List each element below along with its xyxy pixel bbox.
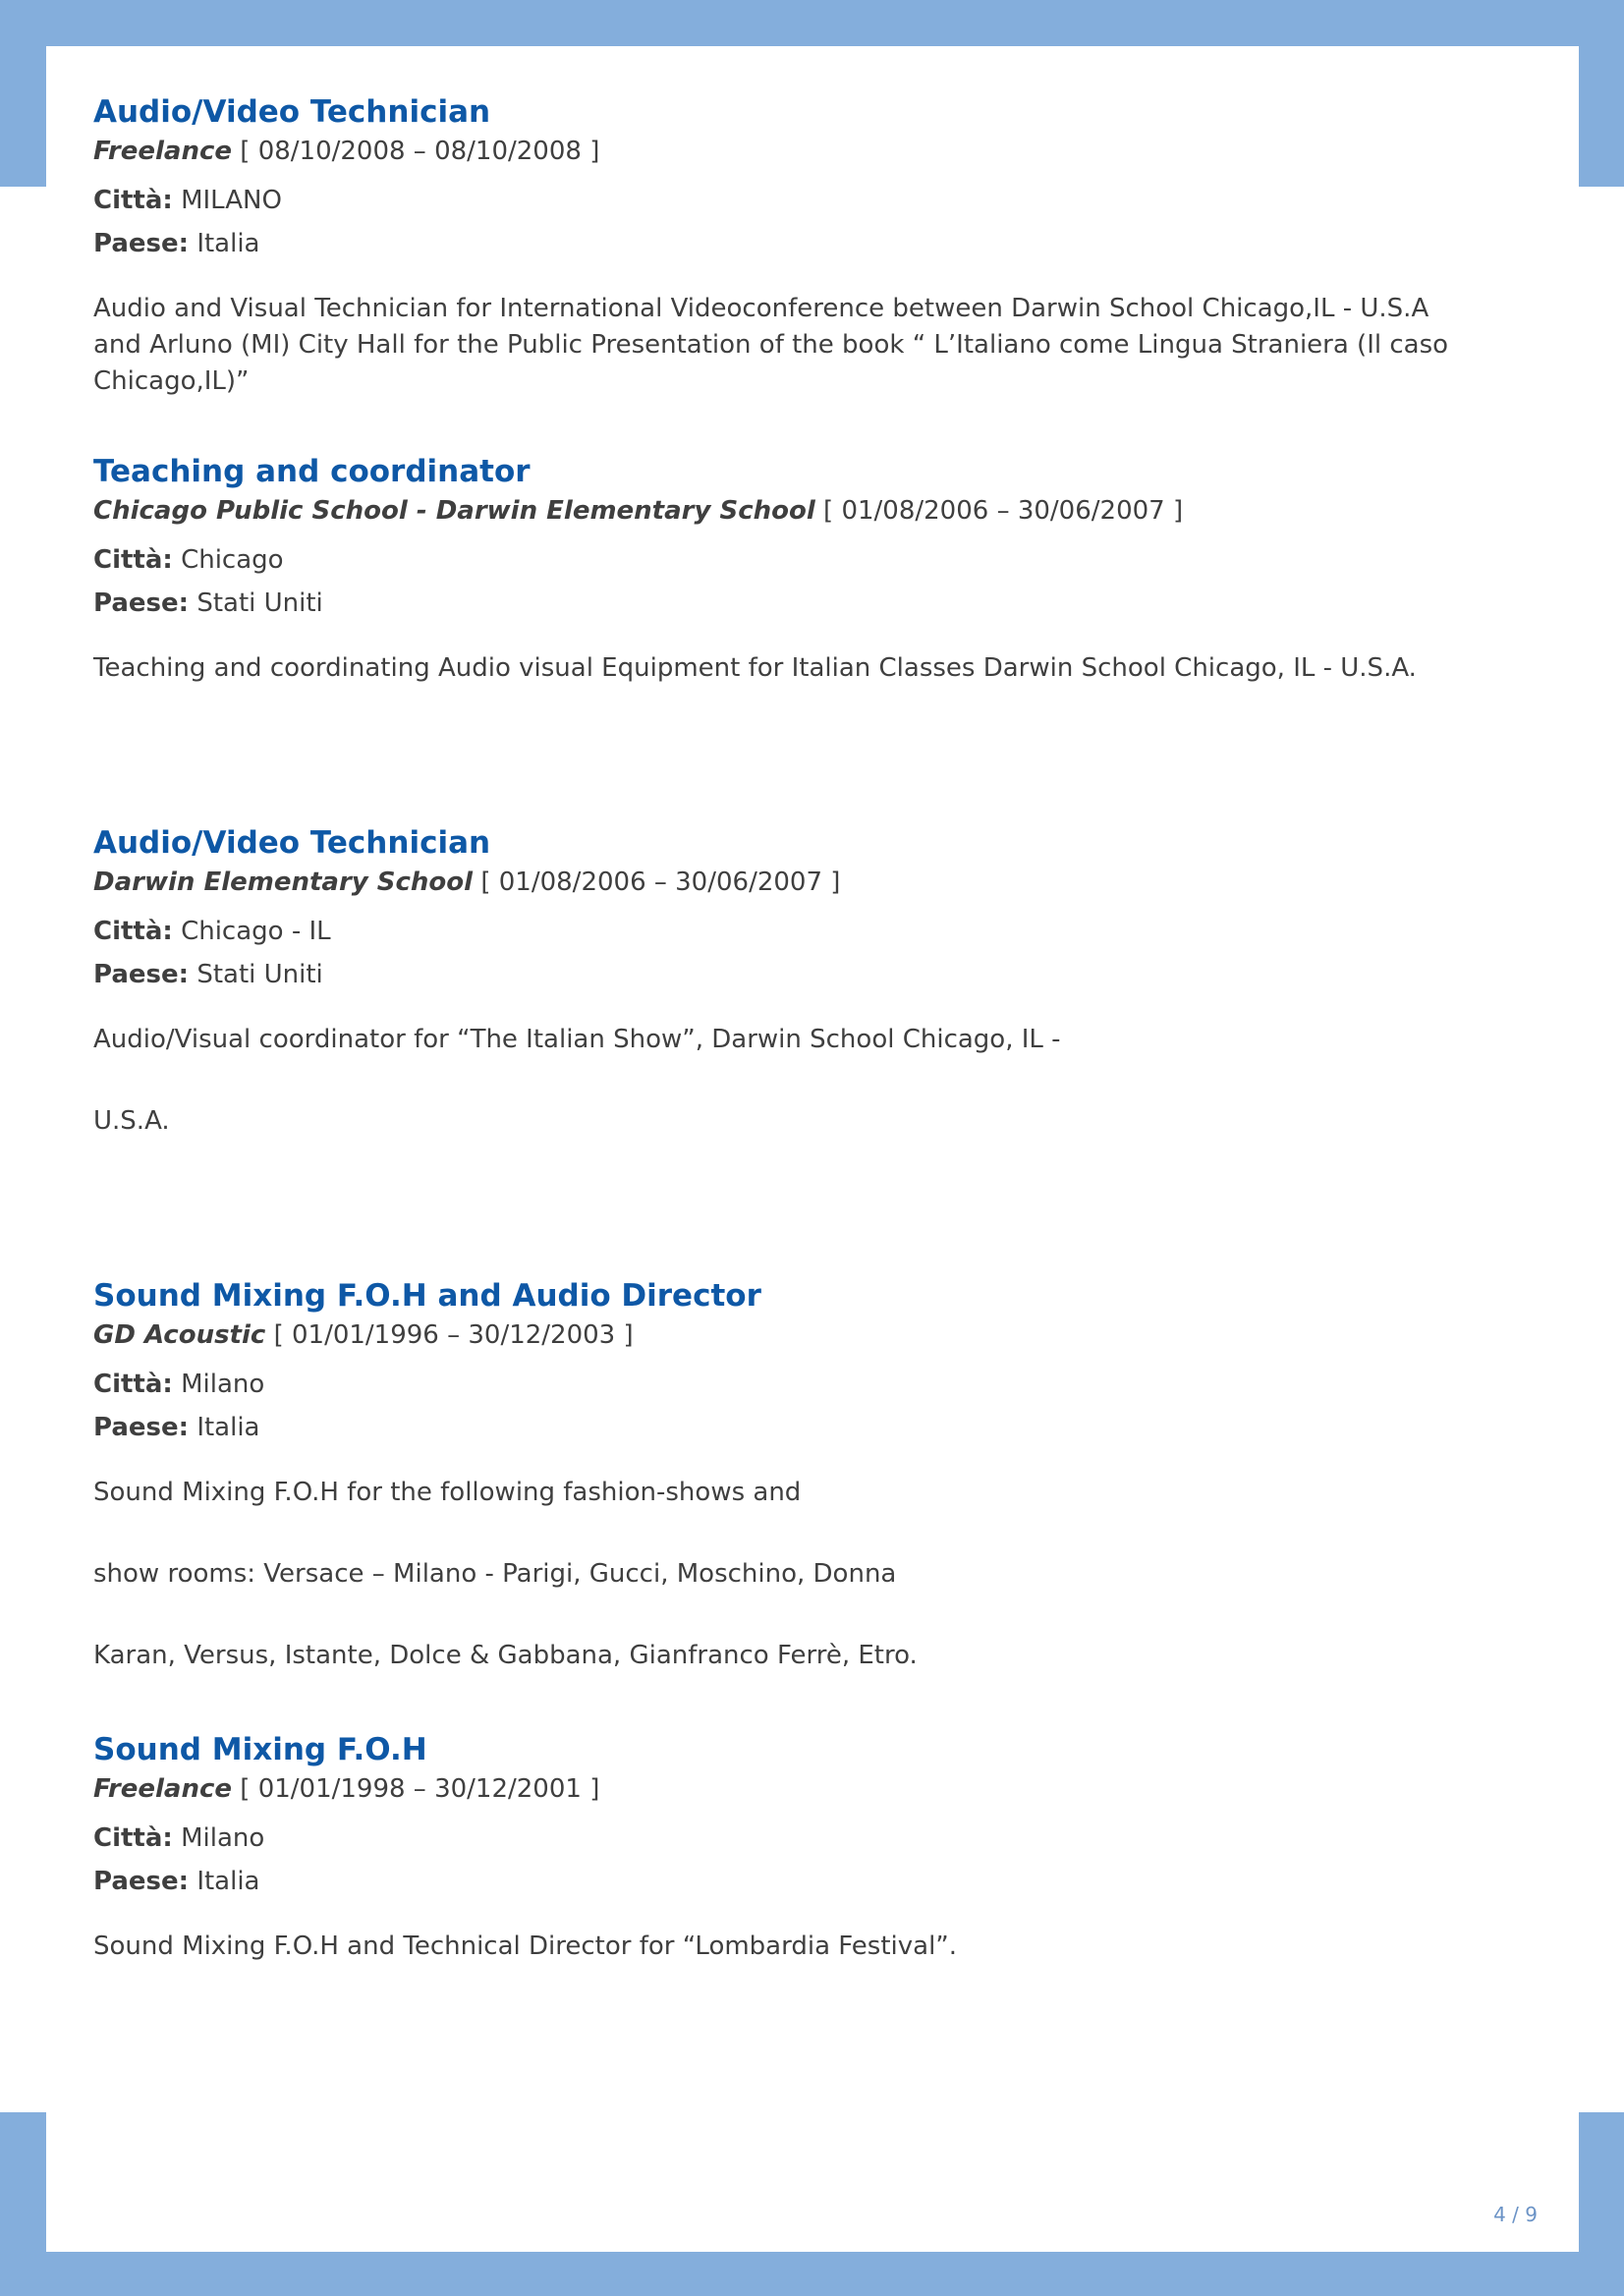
employer-line (93, 1771, 1538, 1807)
date-range: [ 01/01/1998 – 30/12/2001 ] (240, 1774, 600, 1804)
city-label: Città: (93, 917, 173, 946)
employer-name: GD Acoustic (93, 1320, 266, 1350)
date-range: [ 01/08/2006 – 30/06/2007 ] (823, 496, 1184, 526)
country-value: Stati Uniti (196, 588, 323, 618)
description-line: Audio and Visual Technician for International Videoconference between Darwin School Chicago,IL - U.S.A (93, 294, 1429, 323)
description-line: Teaching and coordinating Audio visual Equipment for Italian Classes Darwin School Chicago, IL - U.S.A. (93, 653, 1417, 683)
country-label: Paese: (93, 229, 190, 258)
description-line: and Arluno (MI) City Hall for the Public Presentation of the book “ L’Italiano come Lingua Straniera (Il caso (93, 330, 1449, 360)
job-description (93, 1022, 1538, 1140)
frame-bottom-band (0, 2252, 1624, 2296)
employer-name: Freelance (93, 137, 233, 166)
city-row (93, 910, 1538, 953)
experience-entry (93, 1274, 1538, 1674)
employer-line (93, 1317, 1538, 1353)
frame-left-bottom-band (0, 2112, 46, 2296)
description-line: Karan, Versus, Istante, Dolce & Gabbana, Gianfranco Ferrè, Etro. (93, 1641, 918, 1670)
employer-name: Darwin Elementary School (93, 868, 474, 897)
job-title: Teaching and coordinator (93, 454, 531, 489)
job-title: Audio/Video Technician (93, 94, 491, 130)
experience-entry (93, 821, 1538, 1140)
date-range: [ 08/10/2008 – 08/10/2008 ] (240, 137, 600, 166)
employer-line (93, 865, 1538, 900)
page-number: 4 / 9 (1493, 2203, 1538, 2226)
country-value: Stati Uniti (196, 960, 323, 989)
employer-name: Chicago Public School - Darwin Elementary School (93, 496, 815, 526)
job-title: Sound Mixing F.O.H and Audio Director (93, 1278, 761, 1314)
job-title: Sound Mixing F.O.H (93, 1732, 427, 1767)
country-label: Paese: (93, 588, 190, 618)
frame-left-top-band (0, 0, 46, 187)
experience-entry (93, 450, 1538, 687)
job-description (93, 650, 1528, 687)
country-row (93, 1406, 1538, 1449)
city-label: Città: (93, 545, 173, 575)
city-value: Chicago (181, 545, 284, 575)
description-line: show rooms: Versace – Milano - Parigi, Gucci, Moschino, Donna (93, 1559, 897, 1589)
country-value: Italia (196, 1867, 260, 1896)
description-line: Audio/Visual coordinator for “The Italian Show”, Darwin School Chicago, IL - (93, 1025, 1061, 1054)
city-value: MILANO (181, 186, 282, 215)
frame-top-band (0, 0, 1624, 46)
country-label: Paese: (93, 1413, 190, 1442)
date-range: [ 01/01/1996 – 30/12/2003 ] (273, 1320, 634, 1350)
city-value: Milano (181, 1823, 265, 1853)
job-title: Audio/Video Technician (93, 825, 491, 861)
country-label: Paese: (93, 960, 190, 989)
city-value: Chicago - IL (181, 917, 331, 946)
country-row (93, 953, 1538, 996)
description-line: Sound Mixing F.O.H for the following fashion-shows and (93, 1478, 802, 1507)
employer-name: Freelance (93, 1774, 233, 1804)
city-label: Città: (93, 1823, 173, 1853)
frame-right-bottom-band (1579, 2112, 1624, 2296)
job-description (93, 1475, 1538, 1674)
job-description (93, 1929, 1538, 1965)
employer-line (93, 493, 1538, 529)
city-row (93, 1363, 1538, 1406)
city-row (93, 538, 1538, 582)
frame-right-top-band (1579, 0, 1624, 187)
experience-entry (93, 1728, 1538, 1965)
city-row (93, 1817, 1538, 1860)
description-line: Chicago,IL)” (93, 366, 250, 396)
employer-line (93, 134, 1538, 169)
country-value: Italia (196, 1413, 260, 1442)
job-description (93, 291, 1528, 400)
country-label: Paese: (93, 1867, 190, 1896)
description-line: Sound Mixing F.O.H and Technical Director for “Lombardia Festival”. (93, 1932, 958, 1961)
city-label: Città: (93, 1370, 173, 1399)
country-row (93, 222, 1538, 265)
experience-entry (93, 90, 1538, 400)
country-value: Italia (196, 229, 260, 258)
country-row (93, 582, 1538, 625)
description-line: U.S.A. (93, 1106, 170, 1136)
date-range: [ 01/08/2006 – 30/06/2007 ] (480, 868, 841, 897)
country-row (93, 1860, 1538, 1903)
city-row (93, 179, 1538, 222)
city-value: Milano (181, 1370, 265, 1399)
city-label: Città: (93, 186, 173, 215)
